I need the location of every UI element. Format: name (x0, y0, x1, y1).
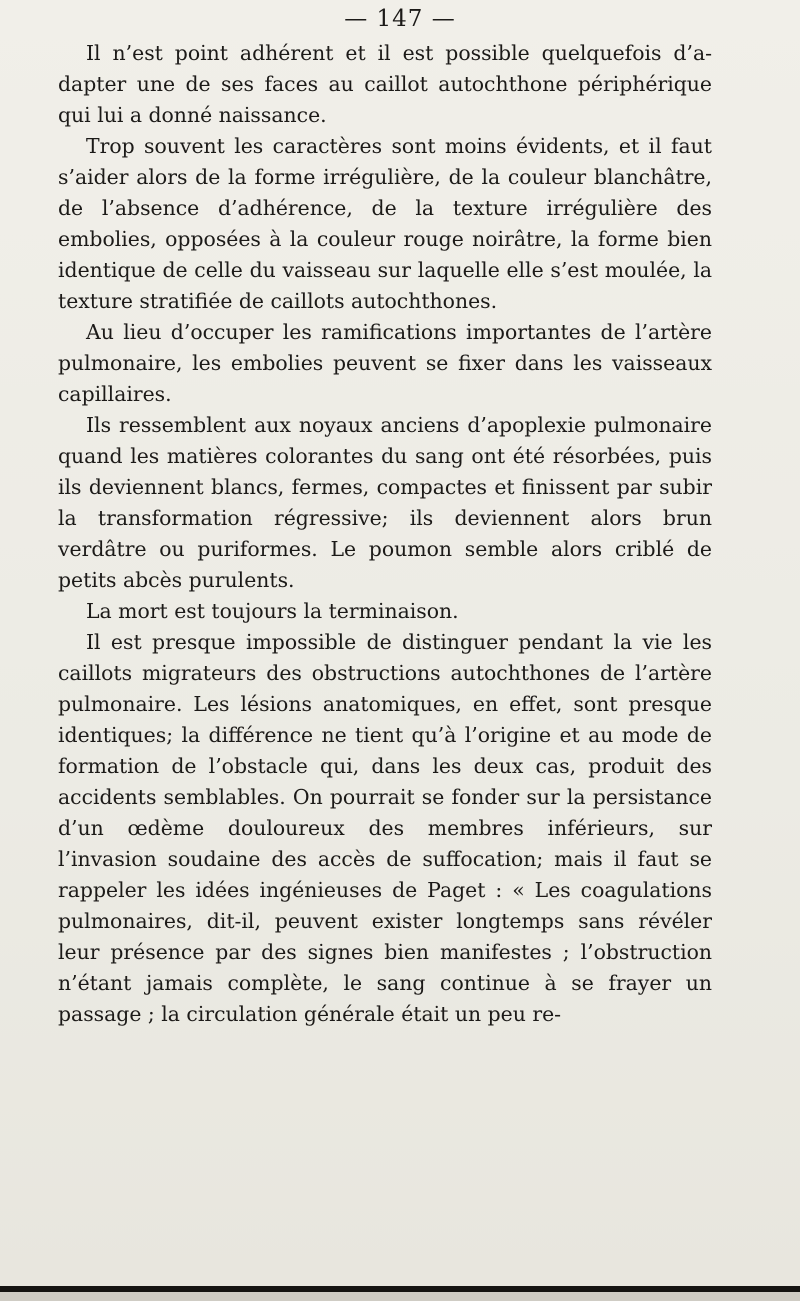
paragraph: Trop souvent les caractères sont moins évidents, et il faut s’aider alors de la forme irrégulière, de la couleur blanchâtre, de l’absence d’adhérence, de la texture irrégulière des embolies, opposées à la couleur rouge noirâtre, la forme bien identique de celle du vaisseau sur laquelle elle s’est moulée, la texture stratifiée de caillots autochthones. (58, 134, 712, 313)
paragraph: La mort est toujours la terminaison. (86, 599, 459, 623)
scan-margin (0, 1292, 800, 1301)
paragraph: Au lieu d’occuper les ramifications importantes de l’artère pulmonaire, les embolies peuvent se fixer dans les vaisseaux capillaires. (58, 320, 712, 406)
page-number: — 147 — (344, 6, 456, 32)
paragraph: Il est presque impossible de distinguer pendant la vie les caillots migrateurs des obstructions autochthones de l’artère pulmonaire. Les lésions anatomiques, en effet, sont presque identiques; la différence ne tient qu’à l’origine et au mode de formation de l’obstacle qui, dans les deux cas, produit des accidents semblables. On pourrait se fonder sur la persistance d’un œdème douloureux des membres inférieurs, sur l’invasion soudaine des accès de suffocation; mais il faut se rappeler les idées ingénieuses de Paget : « Les coagulations pulmonaires, dit-il, peuvent exister longtemps sans révéler leur présence par des signes bien manifestes ; l’obstruction n’étant jamais complète, le sang continue à se frayer un passage ; la circulation générale était un peu re- (58, 630, 712, 1026)
paragraph: Il n’est point adhérent et il est possible quelquefois d’a-dapter une de ses faces au caillot autochthone périphérique qui lui a donné naissance. (58, 41, 712, 127)
body-text (58, 38, 712, 1030)
paragraph: Ils ressemblent aux noyaux anciens d’apoplexie pulmonaire quand les matières colorantes du sang ont été résorbées, puis ils deviennent blancs, fermes, compactes et finissent par subir la transformation régressive; ils deviennent alors brun verdâtre ou puriformes. Le poumon semble alors criblé de petits abcès purulents. (58, 413, 712, 592)
